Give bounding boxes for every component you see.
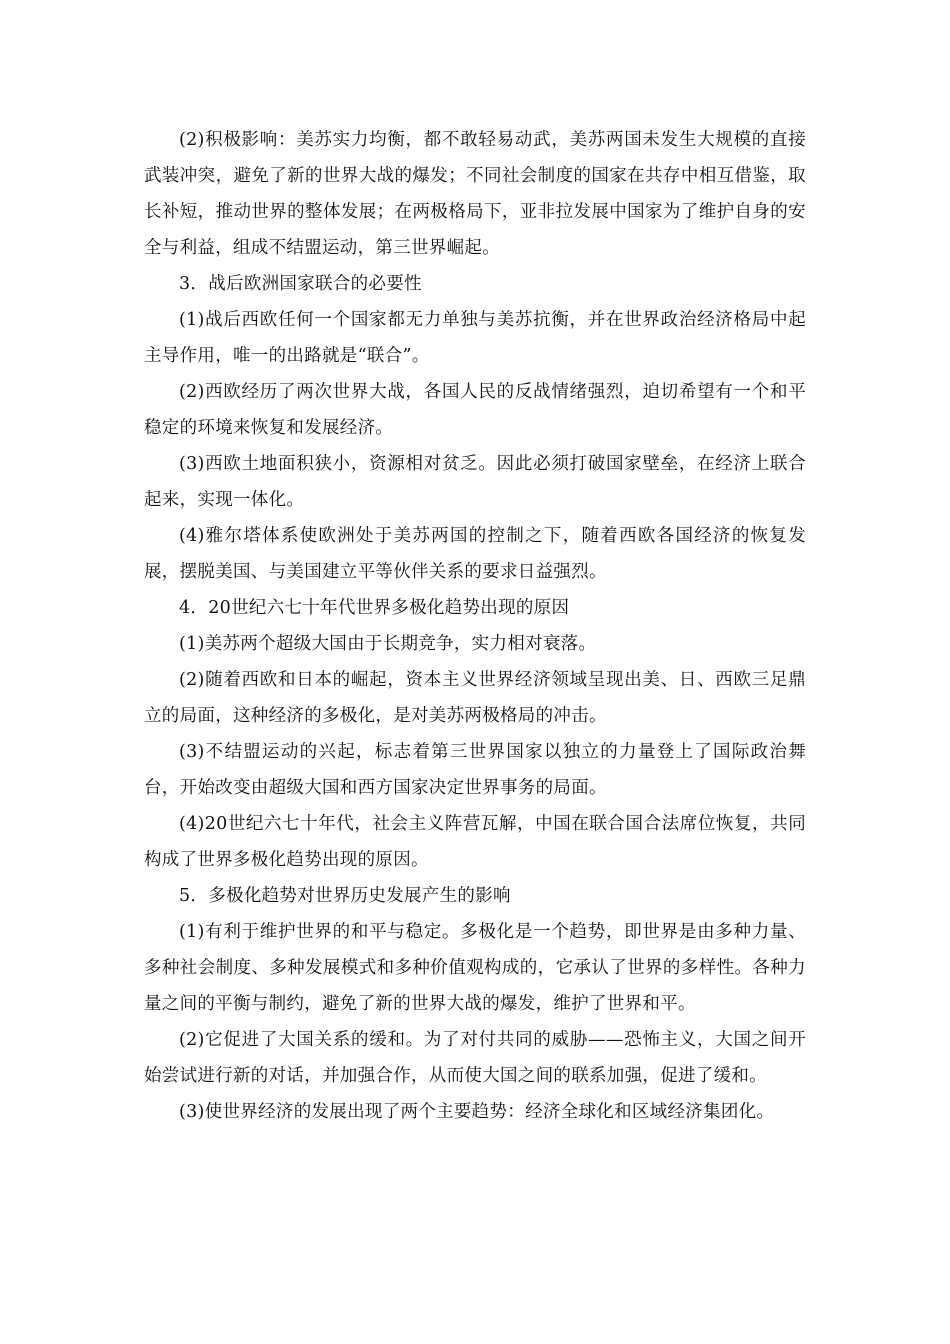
- section-heading-multipolar-causes: 4．20世纪六七十年代世界多极化趋势出现的原因: [179, 598, 570, 618]
- paragraph-positive-impact: (2)积极影响：美苏实力均衡，都不敢轻易动武，美苏两国未发生大规模的直接武装冲突，避免了新的世界大战的爆发；不同社会制度的国家在共存中相互借鉴，取长补短，推动世界的整体发展；在两极格局下，亚非拉发展中国家为了维护自身的安全与利益，组成不结盟运动，第三世界崛起。: [144, 130, 806, 258]
- paragraph-europe-2: (2)西欧经历了两次世界大战，各国人民的反战情绪强烈，迫切希望有一个和平稳定的环境来恢复和发展经济。: [144, 382, 806, 438]
- paragraph-impact-1: (1)有利于维护世界的和平与稳定。多极化是一个趋势，即世界是由多种力量、多种社会制度、多种发展模式和多种价值观构成的，它承认了世界的多样性。各种力量之间的平衡与制约，避免了新的世界大战的爆发，维护了世界和平。: [144, 922, 806, 1014]
- paragraph-europe-4: (4)雅尔塔体系使欧洲处于美苏两国的控制之下，随着西欧各国经济的恢复发展，摆脱美国、与美国建立平等伙伴关系的要求日益强烈。: [144, 526, 806, 582]
- paragraph-europe-1: (1)战后西欧任何一个国家都无力单独与美苏抗衡，并在世界政治经济格局中起主导作用，唯一的出路就是“联合”。: [144, 310, 806, 366]
- paragraph-impact-2: (2)它促进了大国关系的缓和。为了对付共同的威胁——恐怖主义，大国之间开始尝试进行新的对话，并加强合作，从而使大国之间的联系加强，促进了缓和。: [144, 1030, 806, 1086]
- paragraph-europe-3: (3)西欧土地面积狭小，资源相对贫乏。因此必须打破国家壁垒，在经济上联合起来，实现一体化。: [144, 454, 806, 510]
- paragraph-causes-2: (2)随着西欧和日本的崛起，资本主义世界经济领域呈现出美、日、西欧三足鼎立的局面，这种经济的多极化，是对美苏两极格局的冲击。: [144, 670, 806, 726]
- paragraph-impact-3: (3)使世界经济的发展出现了两个主要趋势：经济全球化和区域经济集团化。: [179, 1102, 775, 1122]
- paragraph-causes-3: (3)不结盟运动的兴起，标志着第三世界国家以独立的力量登上了国际政治舞台，开始改变由超级大国和西方国家决定世界事务的局面。: [144, 742, 806, 798]
- section-heading-multipolar-impact: 5．多极化趋势对世界历史发展产生的影响: [179, 886, 511, 906]
- document-body: [144, 122, 806, 1130]
- paragraph-causes-1: (1)美苏两个超级大国由于长期竞争，实力相对衰落。: [179, 634, 597, 654]
- paragraph-causes-4: (4)20世纪六七十年代，社会主义阵营瓦解，中国在联合国合法席位恢复，共同构成了世界多极化趋势出现的原因。: [144, 814, 806, 870]
- section-heading-european-integration: 3．战后欧洲国家联合的必要性: [179, 274, 422, 294]
